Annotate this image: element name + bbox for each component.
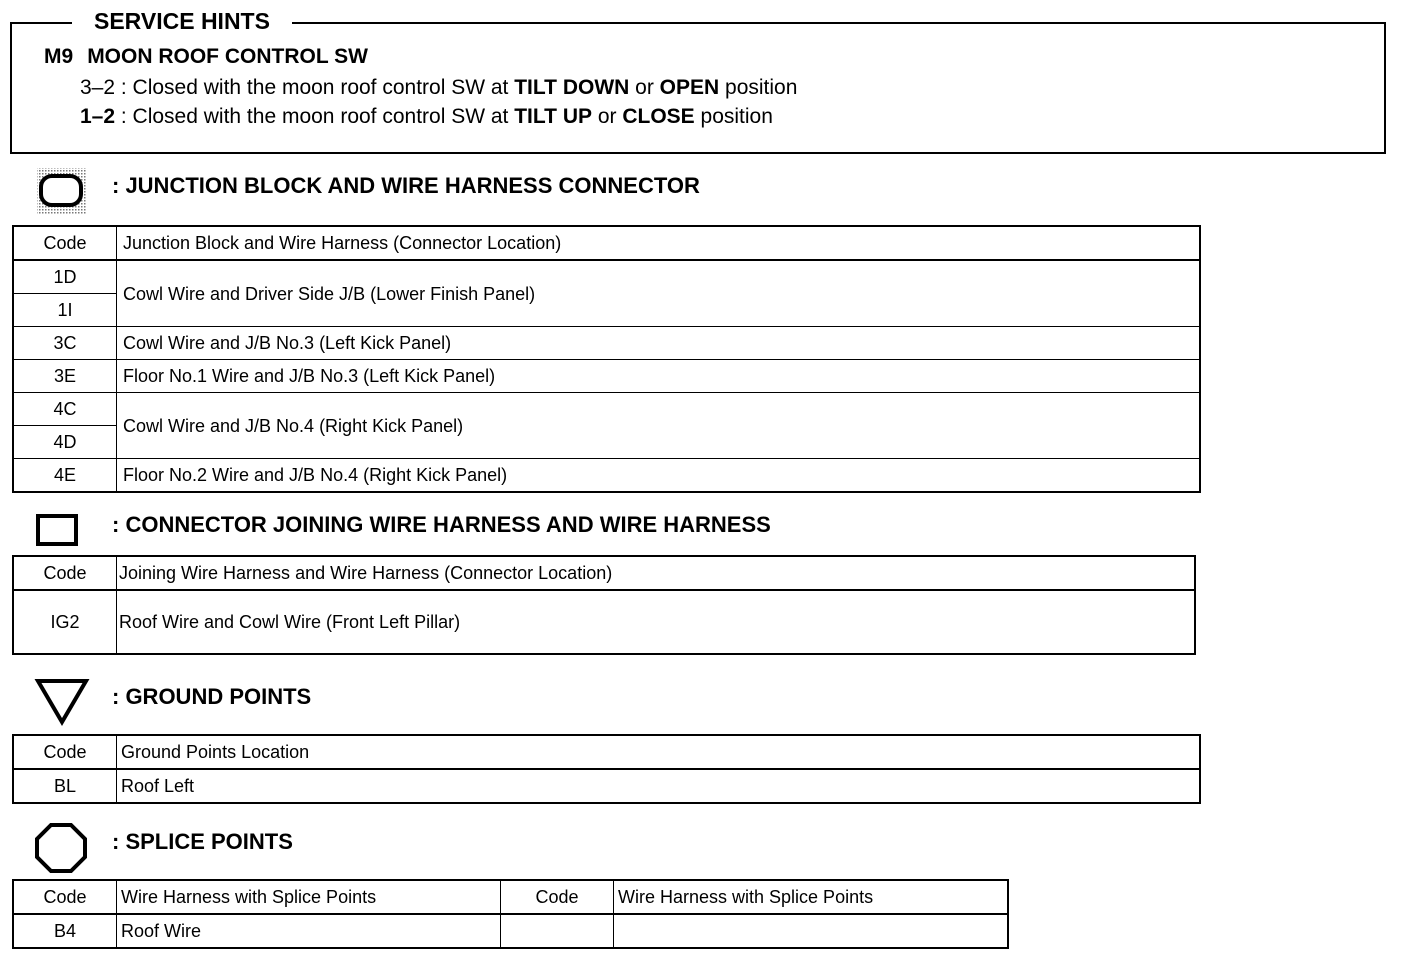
connector-heading: : CONNECTOR JOINING WIRE HARNESS AND WIRE HARNESS: [112, 512, 771, 537]
code-cell: 3C: [13, 327, 117, 360]
location-cell: Floor No.1 Wire and J/B No.3 (Left Kick Panel): [117, 360, 1201, 393]
table-row: [13, 590, 1195, 654]
header-location: Joining Wire Harness and Wire Harness (Connector Location): [117, 556, 1196, 590]
header-code: Code: [13, 880, 117, 914]
component-code: M9: [44, 45, 74, 68]
hint-text: position: [694, 105, 773, 128]
hint-text: : Closed with the moon roof control SW at: [115, 76, 515, 99]
ground-table: [12, 734, 1201, 804]
hint-text: position: [719, 76, 798, 99]
hint-position: CLOSE: [622, 105, 695, 128]
table-row: [13, 914, 1008, 948]
table-header: [13, 556, 1195, 590]
hint-line: [80, 74, 797, 102]
header-code: Code: [13, 556, 117, 590]
header-harness: Wire Harness with Splice Points: [614, 880, 1009, 914]
table-row: [13, 360, 1200, 393]
connector-table: [12, 555, 1196, 655]
component-heading: [44, 43, 368, 71]
header-code: Code: [13, 226, 117, 260]
service-hints-title: SERVICE HINTS: [72, 6, 292, 36]
header-code: Code: [501, 880, 614, 914]
hint-pins: 3–2: [80, 76, 116, 99]
code-cell: IG2: [13, 590, 117, 654]
hint-text: or: [592, 105, 623, 128]
octagon-icon: [34, 822, 88, 874]
location-cell: Cowl Wire and Driver Side J/B (Lower Finish Panel): [117, 260, 1201, 327]
triangle-down-icon: [34, 677, 90, 727]
table-row: [13, 459, 1200, 493]
splice-table: [12, 879, 1009, 949]
code-cell: 1D: [13, 260, 117, 294]
location-cell: Cowl Wire and J/B No.4 (Right Kick Panel): [117, 393, 1201, 459]
hint-pins: 1–2: [80, 105, 116, 128]
code-cell: 1I: [13, 294, 117, 327]
location-cell: Roof Wire and Cowl Wire (Front Left Pillar): [117, 590, 1196, 654]
table-header: [13, 226, 1200, 260]
code-cell: 3E: [13, 360, 117, 393]
location-cell: Cowl Wire and J/B No.3 (Left Kick Panel): [117, 327, 1201, 360]
code-cell: [501, 914, 614, 948]
hint-text: : Closed with the moon roof control SW at: [115, 105, 515, 128]
header-location: Junction Block and Wire Harness (Connector Location): [117, 226, 1201, 260]
hint-position: TILT UP: [514, 105, 592, 128]
code-cell: 4C: [13, 393, 117, 426]
code-cell: 4E: [13, 459, 117, 493]
table-row: [13, 260, 1200, 294]
rounded-rectangle-shaded-icon: [36, 167, 88, 215]
hint-line: [80, 103, 773, 131]
table-row: [13, 393, 1200, 426]
hint-position: TILT DOWN: [514, 76, 630, 99]
harness-cell: [614, 914, 1009, 948]
junction-heading: : JUNCTION BLOCK AND WIRE HARNESS CONNECTOR: [112, 173, 700, 198]
header-location: Ground Points Location: [117, 735, 1201, 769]
hint-text: or: [629, 76, 660, 99]
table-row: [13, 327, 1200, 360]
header-harness: Wire Harness with Splice Points: [117, 880, 501, 914]
table-row: [13, 769, 1200, 803]
rectangle-outline-icon: [36, 514, 80, 548]
splice-heading: : SPLICE POINTS: [112, 829, 293, 854]
junction-table: [12, 225, 1201, 493]
code-cell: BL: [13, 769, 117, 803]
component-name: MOON ROOF CONTROL SW: [87, 45, 368, 68]
code-cell: 4D: [13, 426, 117, 459]
location-cell: Floor No.2 Wire and J/B No.4 (Right Kick Panel): [117, 459, 1201, 493]
harness-cell: Roof Wire: [117, 914, 501, 948]
location-cell: Roof Left: [117, 769, 1201, 803]
hint-position: OPEN: [659, 76, 720, 99]
table-header: [13, 735, 1200, 769]
header-code: Code: [13, 735, 117, 769]
code-cell: B4: [13, 914, 117, 948]
table-header: [13, 880, 1008, 914]
ground-heading: : GROUND POINTS: [112, 684, 312, 709]
